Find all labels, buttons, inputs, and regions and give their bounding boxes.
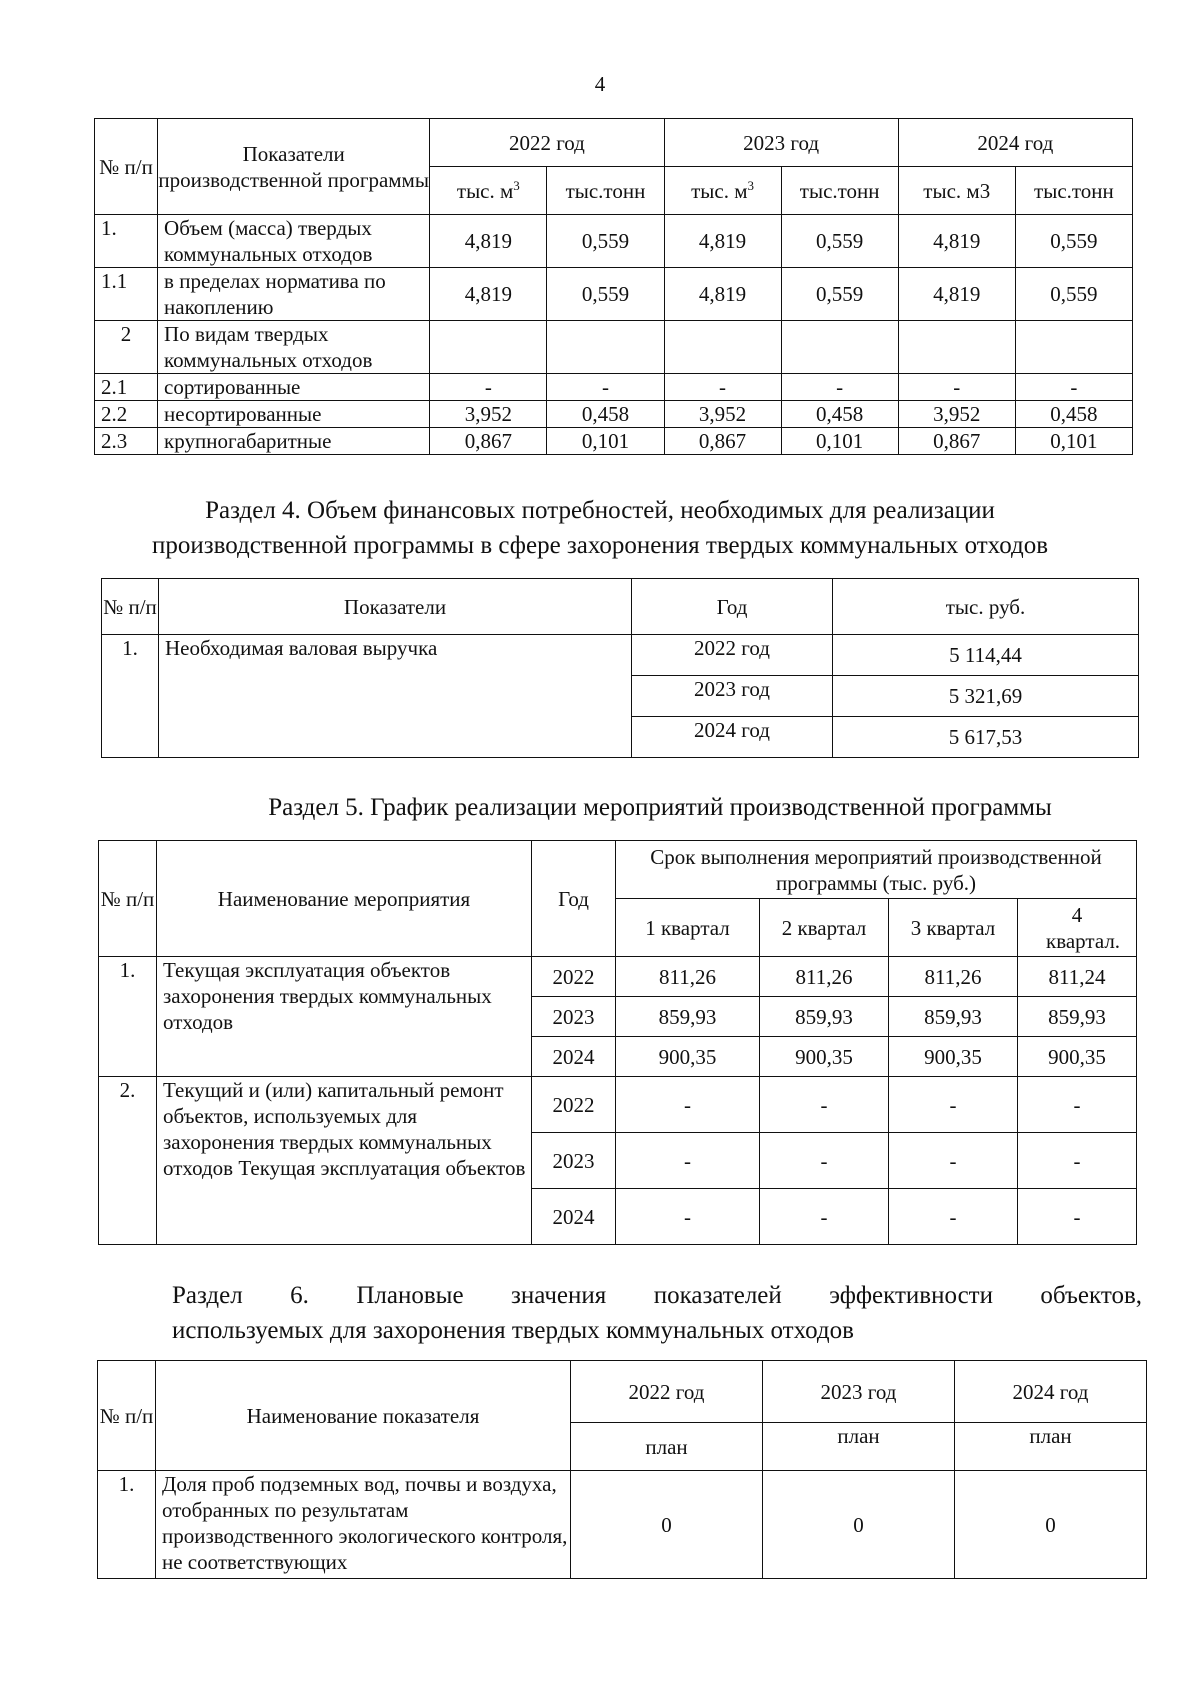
value-cell: - xyxy=(616,1077,760,1133)
value-cell: - xyxy=(898,374,1015,401)
row-name: По видам твердых коммунальных отходов xyxy=(158,321,430,374)
value-cell: 4,819 xyxy=(430,268,547,321)
section4-heading xyxy=(60,493,1140,563)
row-number: 1. xyxy=(102,635,159,758)
unit-label: тыс.тонн xyxy=(565,178,646,203)
page-number: 4 xyxy=(594,72,606,96)
financial-needs-table xyxy=(101,578,1139,758)
column-header-period: Срок выполнения мероприятий производственной программы (тыс. руб.) xyxy=(616,841,1137,899)
row-name: Доля проб подземных вод, почвы и воздуха, отобранных по результатам производственного экологического контроля, не соответствующих xyxy=(156,1471,571,1579)
year-header: 2022 год xyxy=(430,119,664,167)
value-cell: 0,458 xyxy=(781,401,898,428)
value-cell: - xyxy=(1018,1133,1137,1189)
value-cell: - xyxy=(760,1133,889,1189)
quarter-header: 2 квартал xyxy=(760,899,889,957)
value-cell: 811,26 xyxy=(616,957,760,997)
value-cell: 0,559 xyxy=(547,215,664,268)
year-header: 2024 год xyxy=(955,1361,1147,1423)
value-cell: - xyxy=(889,1133,1018,1189)
row-number: 1.1 xyxy=(95,268,158,321)
table-row xyxy=(95,374,1133,401)
row-number: 2 xyxy=(95,321,158,374)
column-header-number: № п/п xyxy=(98,1361,156,1471)
value-cell: 3,952 xyxy=(664,401,781,428)
table-row xyxy=(95,401,1133,428)
year-cell: 2024 год xyxy=(632,717,833,758)
table-row xyxy=(95,428,1133,455)
value-cell: - xyxy=(889,1189,1018,1245)
value-cell: 859,93 xyxy=(760,997,889,1037)
row-number: 2.3 xyxy=(95,428,158,455)
value-cell: - xyxy=(1018,1189,1137,1245)
column-header-value: тыс. руб. xyxy=(833,579,1139,635)
row-name: Необходимая валовая выручка xyxy=(159,635,632,758)
section6-heading xyxy=(172,1278,1142,1348)
column-header-year: Год xyxy=(532,841,616,957)
table-row xyxy=(95,268,1133,321)
year-cell: 2022 год xyxy=(632,635,833,676)
efficiency-table xyxy=(97,1360,1147,1579)
unit-header xyxy=(898,167,1015,215)
section4-heading-line1: Раздел 4. Объем финансовых потребностей, необходимых для реализации xyxy=(205,497,995,524)
plan-header: план xyxy=(763,1423,955,1471)
value-cell xyxy=(664,321,781,374)
unit-header xyxy=(781,167,898,215)
row-number: 2.1 xyxy=(95,374,158,401)
year-header: 2024 год xyxy=(898,119,1132,167)
value-cell: 0,559 xyxy=(547,268,664,321)
row-name: в пределах норматива по накоплению xyxy=(158,268,430,321)
value-cell: 900,35 xyxy=(889,1037,1018,1077)
section5-heading: Раздел 5. График реализации мероприятий производственной программы xyxy=(268,794,1052,821)
unit-superscript: 3 xyxy=(513,177,520,193)
column-header-indicator: Показатели производственной программы xyxy=(158,119,430,215)
value-cell xyxy=(547,321,664,374)
quarter-header: 1 квартал xyxy=(616,899,760,957)
value-cell: 4,819 xyxy=(664,215,781,268)
year-cell: 2022 xyxy=(532,957,616,997)
value-cell: - xyxy=(664,374,781,401)
value-cell: 0,458 xyxy=(547,401,664,428)
table-row xyxy=(99,1077,1137,1133)
value-cell: - xyxy=(1015,374,1132,401)
unit-superscript: 3 xyxy=(747,177,754,193)
value-cell: 900,35 xyxy=(760,1037,889,1077)
row-number: 2.2 xyxy=(95,401,158,428)
value-cell: 4,819 xyxy=(898,268,1015,321)
unit-label: тыс. м3 xyxy=(923,178,991,203)
value-cell: - xyxy=(781,374,898,401)
value-cell: 0,101 xyxy=(1015,428,1132,455)
year-header: 2023 год xyxy=(664,119,898,167)
value-cell: 3,952 xyxy=(898,401,1015,428)
quarter-header: 3 квартал xyxy=(889,899,1018,957)
value-cell: 0 xyxy=(763,1471,955,1579)
unit-header xyxy=(664,167,781,215)
row-name: Объем (масса) твердых коммунальных отходов xyxy=(158,215,430,268)
value-cell: 900,35 xyxy=(616,1037,760,1077)
value-cell: 0,458 xyxy=(1015,401,1132,428)
unit-label: тыс. м xyxy=(691,178,748,203)
year-cell: 2024 xyxy=(532,1189,616,1245)
column-header-number: № п/п xyxy=(99,841,157,957)
value-cell: - xyxy=(760,1189,889,1245)
row-number: 1. xyxy=(95,215,158,268)
column-header-name: Наименование показателя xyxy=(156,1361,571,1471)
value-cell: 0,559 xyxy=(1015,215,1132,268)
row-name: Текущая эксплуатация объектов захоронения твердых коммунальных отходов xyxy=(157,957,532,1077)
row-name: несортированные xyxy=(158,401,430,428)
value-cell xyxy=(781,321,898,374)
column-header-name: Наименование мероприятия xyxy=(157,841,532,957)
year-header: 2022 год xyxy=(571,1361,763,1423)
row-number: 1. xyxy=(98,1471,156,1579)
value-cell: 0 xyxy=(955,1471,1147,1579)
value-cell: 0,867 xyxy=(898,428,1015,455)
table-row xyxy=(95,321,1133,374)
value-cell: 0,867 xyxy=(664,428,781,455)
value-cell: 0,101 xyxy=(781,428,898,455)
value-cell: 859,93 xyxy=(889,997,1018,1037)
year-header: 2023 год xyxy=(763,1361,955,1423)
table-row xyxy=(95,215,1133,268)
value-cell xyxy=(1015,321,1132,374)
value-cell: 0,867 xyxy=(430,428,547,455)
unit-label: тыс. м xyxy=(456,178,514,203)
value-cell: - xyxy=(760,1077,889,1133)
value-cell: - xyxy=(547,374,664,401)
value-cell: 900,35 xyxy=(1018,1037,1137,1077)
value-cell xyxy=(430,321,547,374)
year-cell: 2024 xyxy=(532,1037,616,1077)
value-cell: 811,26 xyxy=(889,957,1018,997)
row-number: 2. xyxy=(99,1077,157,1245)
value-cell xyxy=(898,321,1015,374)
value-cell: 811,24 xyxy=(1018,957,1137,997)
year-cell: 2023 xyxy=(532,997,616,1037)
section4-heading-line2: производственной программы в сфере захоронения твердых коммунальных отходов xyxy=(151,532,1049,559)
value-cell: 0 xyxy=(571,1471,763,1579)
section6-heading-line2: используемых для захоронения твердых коммунальных отходов xyxy=(172,1317,854,1344)
row-name: Текущий и (или) капитальный ремонт объектов, используемых для захоронения твердых коммунальных отходов Текущая эксплуатация объектов xyxy=(157,1077,532,1245)
column-header-year: Год xyxy=(632,579,833,635)
column-header-number: № п/п xyxy=(95,119,158,215)
unit-header xyxy=(1015,167,1132,215)
plan-header: план xyxy=(955,1423,1147,1471)
row-name: сортированные xyxy=(158,374,430,401)
unit-header xyxy=(430,167,547,215)
unit-label: тыс.тонн xyxy=(799,178,880,203)
year-cell: 2023 год xyxy=(632,676,833,717)
section6-heading-line1: Раздел 6. Плановые значения показателей эффективности объектов, xyxy=(172,1282,1142,1309)
value-cell: - xyxy=(616,1133,760,1189)
quarter-header: 4 квартал. xyxy=(1018,899,1137,957)
year-cell: 2023 xyxy=(532,1133,616,1189)
value-cell: 5 114,44 xyxy=(833,635,1139,676)
column-header-indicator: Показатели xyxy=(159,579,632,635)
production-volume-table xyxy=(94,118,1133,455)
value-cell: 5 321,69 xyxy=(833,676,1139,717)
value-cell: - xyxy=(889,1077,1018,1133)
unit-header xyxy=(547,167,664,215)
value-cell: 0,559 xyxy=(1015,268,1132,321)
value-cell: 4,819 xyxy=(664,268,781,321)
value-cell: 4,819 xyxy=(898,215,1015,268)
value-cell: 859,93 xyxy=(616,997,760,1037)
year-cell: 2022 xyxy=(532,1077,616,1133)
plan-header: план xyxy=(571,1423,763,1471)
value-cell: - xyxy=(430,374,547,401)
value-cell: 859,93 xyxy=(1018,997,1137,1037)
value-cell: 0,101 xyxy=(547,428,664,455)
value-cell: 0,559 xyxy=(781,268,898,321)
value-cell: - xyxy=(1018,1077,1137,1133)
value-cell: 5 617,53 xyxy=(833,717,1139,758)
row-number: 1. xyxy=(99,957,157,1077)
value-cell: 4,819 xyxy=(430,215,547,268)
unit-label: тыс.тонн xyxy=(1034,178,1114,203)
table-row xyxy=(98,1471,1147,1579)
row-name: крупногабаритные xyxy=(158,428,430,455)
schedule-table xyxy=(98,840,1137,1245)
value-cell: - xyxy=(616,1189,760,1245)
column-header-number: № п/п xyxy=(102,579,159,635)
value-cell: 3,952 xyxy=(430,401,547,428)
value-cell: 0,559 xyxy=(781,215,898,268)
table-row xyxy=(99,957,1137,997)
value-cell: 811,26 xyxy=(760,957,889,997)
